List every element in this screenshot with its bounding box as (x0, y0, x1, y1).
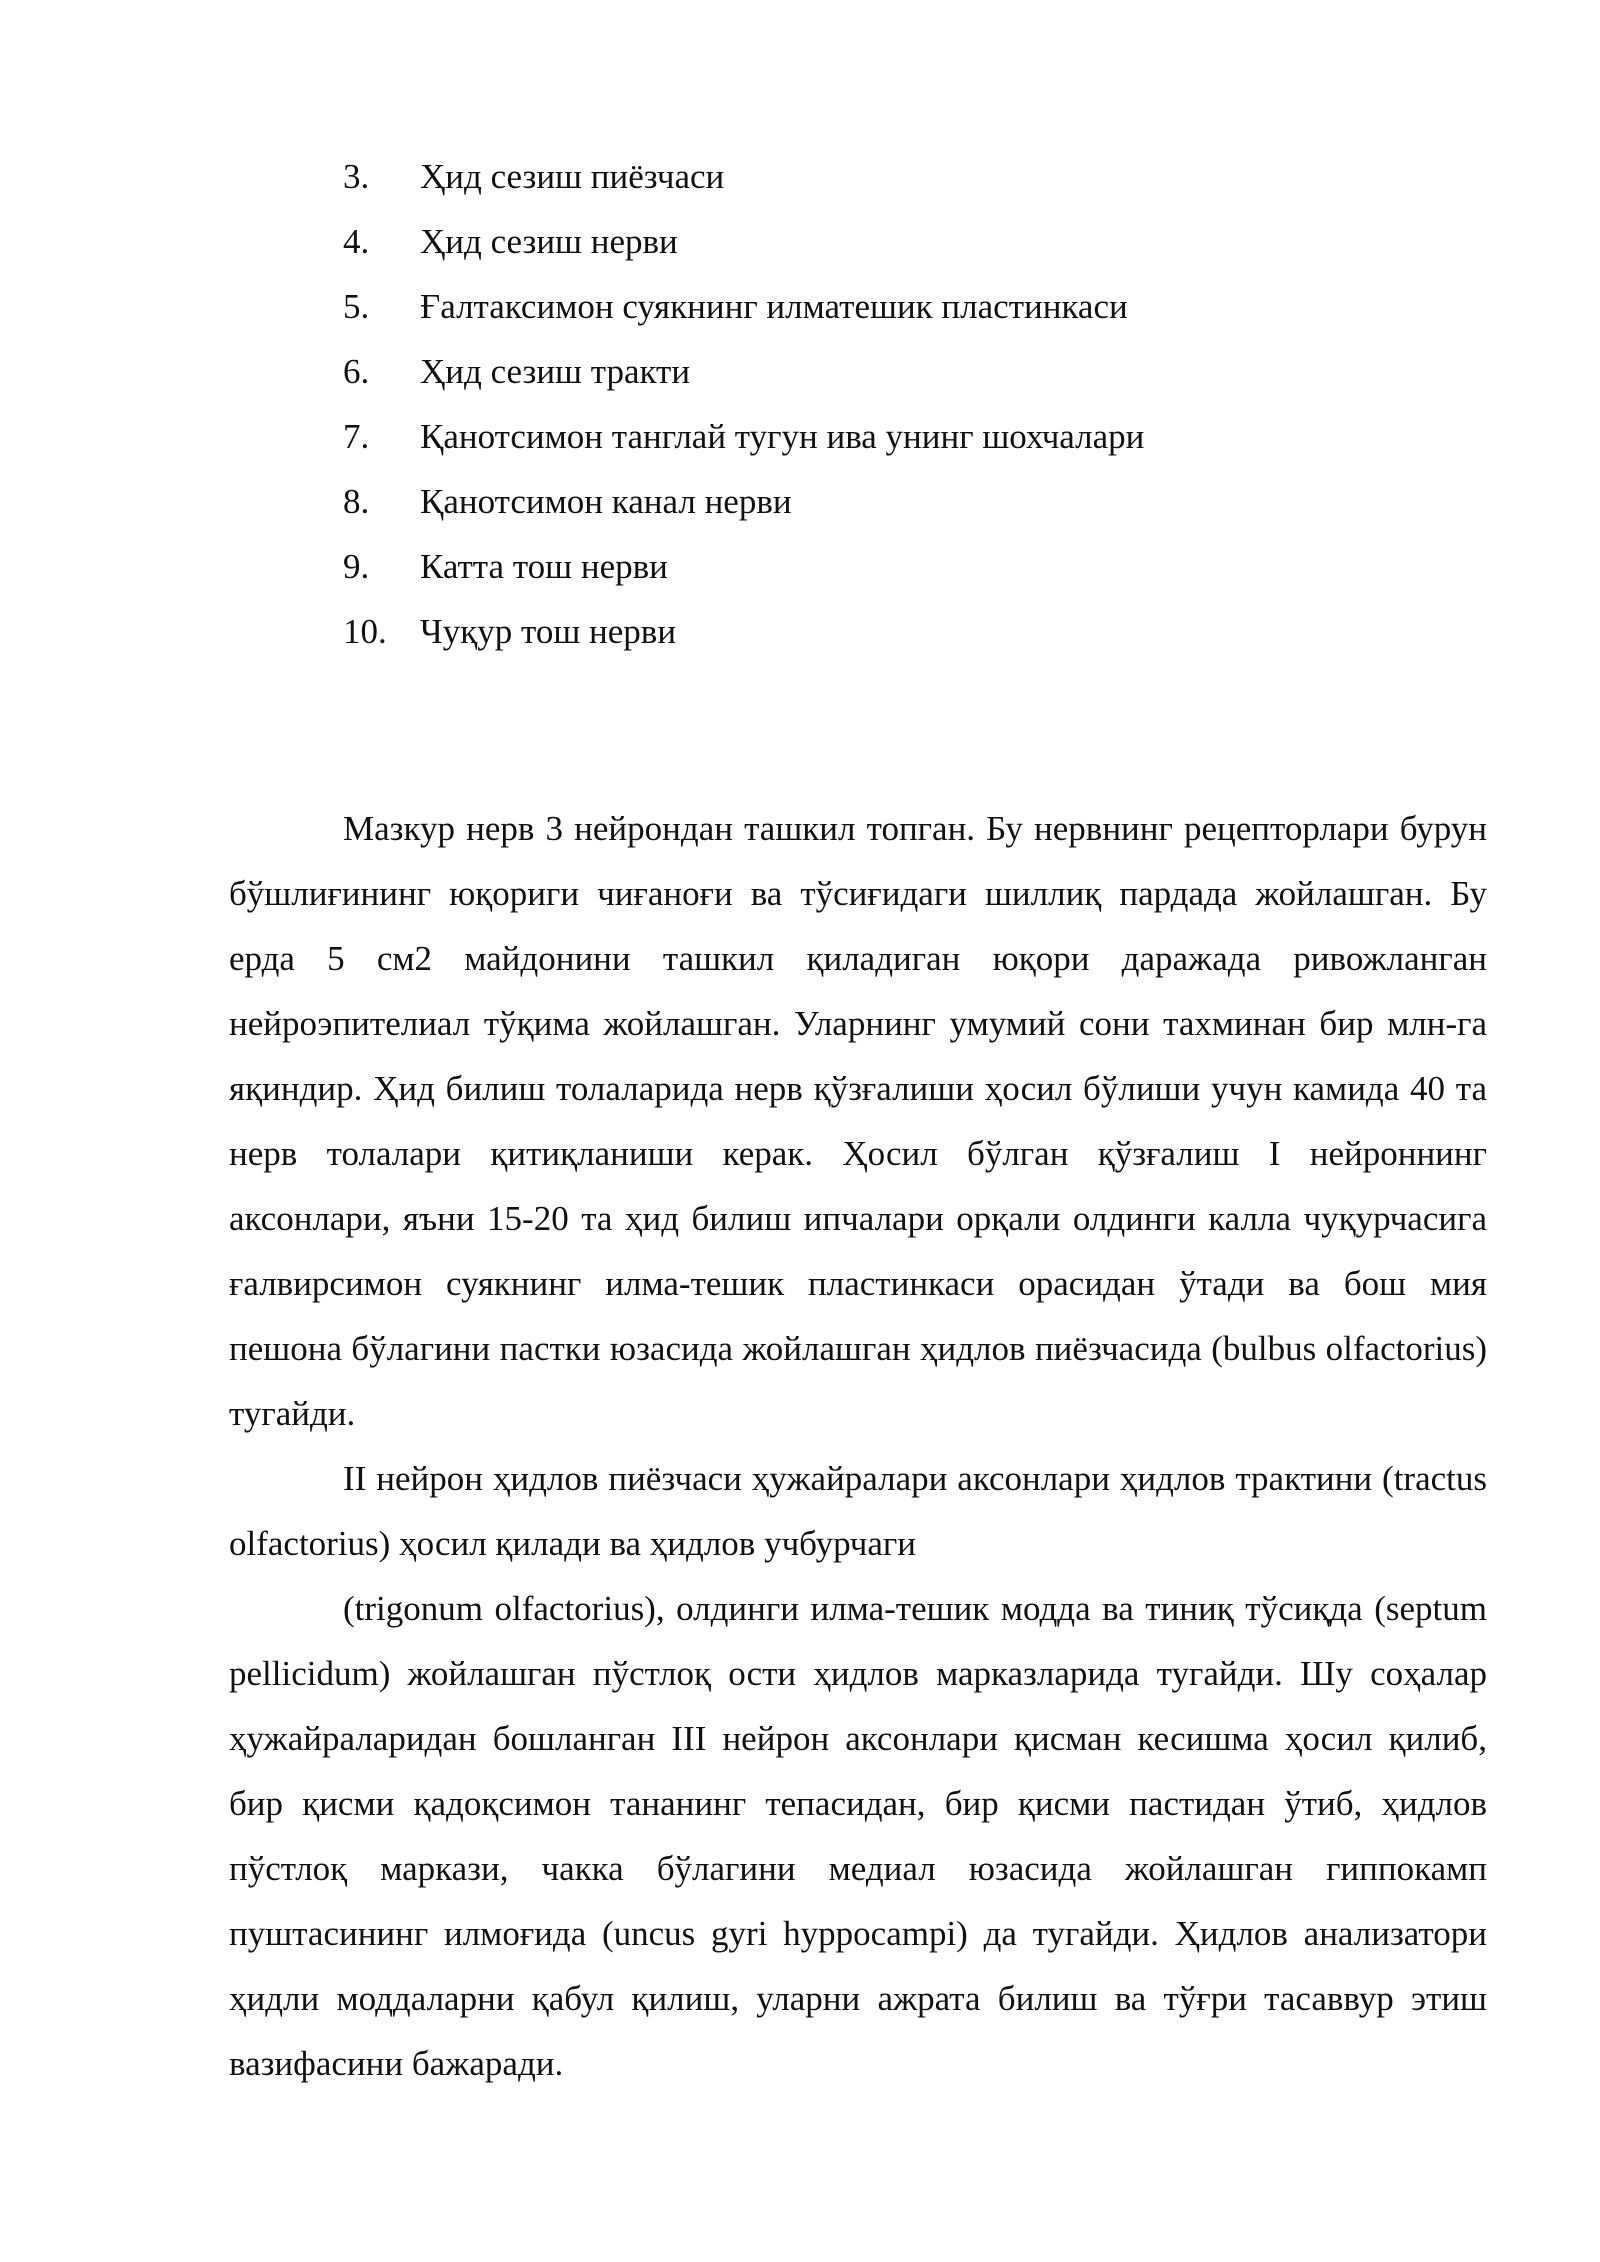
paragraph: II нейрон ҳидлов пиёзчаси ҳужайралари аксонлари ҳидлов трактини (tractus olfactorius) ҳосил қилади ва ҳидлов учбурчаги (229, 1459, 1487, 1563)
list-item-text: Қанотсимон канал нерви (420, 482, 792, 521)
list-item (343, 469, 1144, 534)
list-item-text: Ҳид сезиш тракти (420, 352, 691, 391)
list-item (343, 209, 1144, 274)
list-item-number: 4. (343, 222, 370, 261)
list-item (343, 339, 1144, 404)
list-item-text: Қанотсимон танглай тугун ива унинг шохчалари (420, 417, 1145, 456)
paragraph: Мазкур нерв 3 нейрондан ташкил топган. Бу нервнинг рецепторлари бурун бўшлиғининг юқориги чиғаноғи ва тўсиғидаги шиллиқ пардада жойлашган. Бу ерда 5 см2 майдонини ташкил қиладиган юқори даражада ривожланган нейроэпителиал тўқима жойлашган. Уларнинг умумий сони тахминан бир млн-га яқиндир. Ҳид билиш толаларида нерв қўзғалиши ҳосил бўлиши учун камида 40 та нерв толалари қитиқланиши керак. Ҳосил бўлган қўзғалиш I нейроннинг аксонлари, яъни 15-20 та ҳид билиш ипчалари орқали олдинги калла чуқурчасига ғалвирсимон суякнинг илма-тешик пластинкаси орасидан ўтади ва бош мия пешона бўлагини пастки юзасида жойлашган ҳидлов пиёзчасида (bulbus olfactorius) тугайди. (229, 809, 1487, 1433)
numbered-list (343, 144, 1144, 664)
list-item (343, 404, 1144, 469)
list-item-number: 9. (343, 547, 370, 586)
list-item-text: Ҳид сезиш нерви (420, 222, 678, 261)
list-item-text: Ҳид сезиш пиёзчаси (420, 157, 725, 196)
list-item (343, 534, 1144, 599)
body-text (229, 796, 1487, 2096)
list-item (343, 599, 1144, 664)
list-item (343, 144, 1144, 209)
list-item-number: 8. (343, 482, 370, 521)
list-item-text: Катта тош нерви (420, 547, 668, 586)
list-item-number: 7. (343, 417, 370, 456)
list-item (343, 274, 1144, 339)
list-item-text: Ғалтаксимон суякнинг илматешик пластинкаси (420, 287, 1128, 326)
list-item-number: 3. (343, 157, 370, 196)
list-item-text: Чуқур тош нерви (420, 612, 677, 651)
list-item-number: 6. (343, 352, 370, 391)
paragraph: (trigonum olfactorius), олдинги илма-тешик модда ва тиниқ тўсиқда (septum pellicidum) жойлашган пўстлоқ ости ҳидлов марказларида тугайди. Шу соҳалар ҳужайраларидан бошланган III нейрон аксонлари қисман кесишма ҳосил қилиб, бир қисми қадоқсимон тананинг тепасидан, бир қисми пастидан ўтиб, ҳидлов пўстлоқ маркази, чакка бўлагини медиал юзасида жойлашган гиппокамп пуштасининг илмоғида (uncus gyri hyppocampi) да тугайди. Ҳидлов анализатори ҳидли моддаларни қабул қилиш, уларни ажрата билиш ва тўғри тасаввур этиш вазифасини бажаради. (229, 1589, 1487, 2083)
list-item-number: 10. (343, 612, 387, 651)
list-item-number: 5. (343, 287, 370, 326)
